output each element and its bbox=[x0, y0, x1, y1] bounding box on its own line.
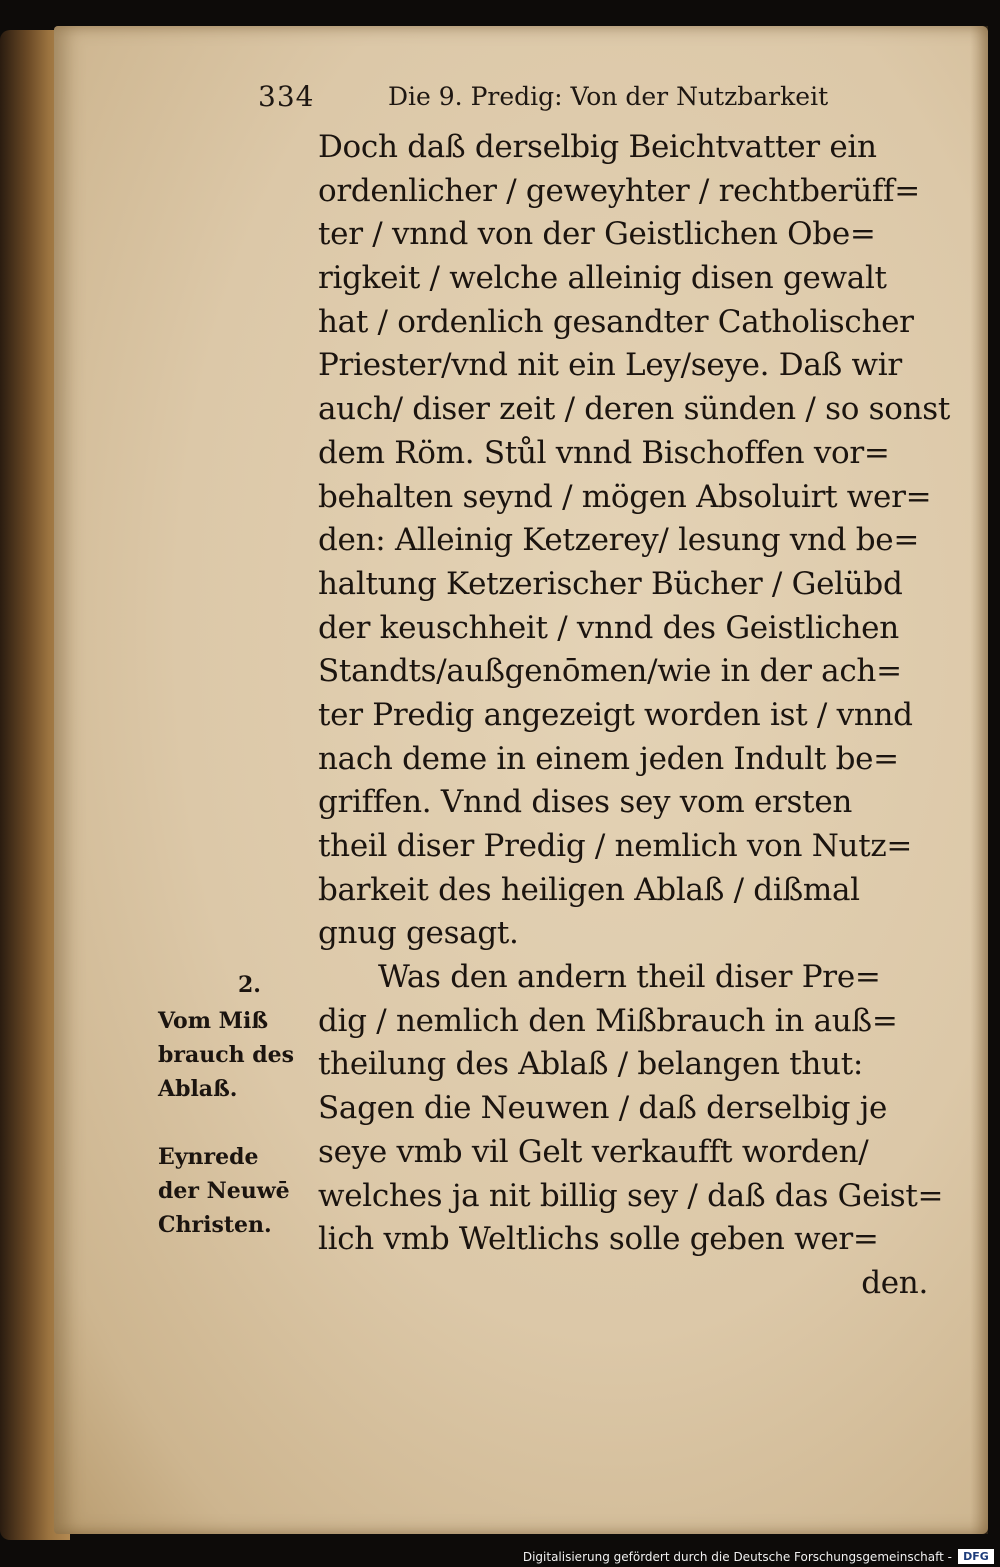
margin-note-line: der Neuwē bbox=[158, 1178, 290, 1204]
text-line: den: Alleinig Ketzerey/ lesung vnd be= bbox=[318, 522, 920, 559]
dfg-logo: DFG bbox=[958, 1549, 994, 1564]
text-line: theil diser Predig / nemlich von Nutz= bbox=[318, 828, 913, 864]
text-line: dig / nemlich den Mißbrauch in auß= bbox=[318, 1002, 898, 1039]
dfg-credit-text: Digitalisierung gefördert durch die Deutsche Forschungsgemeinschaft - bbox=[522, 1550, 952, 1564]
text-line: dem Röm. Stůl vnnd Bischoffen vor= bbox=[318, 434, 890, 471]
running-head: Die 9. Predig: Von der Nutzbarkeit bbox=[388, 82, 829, 111]
margin-note-objection bbox=[158, 1140, 318, 1242]
text-line: ter / vnnd von der Geistlichen Obe= bbox=[318, 216, 876, 253]
text-line: der keuschheit / vnnd des Geistlichen bbox=[318, 609, 899, 646]
text-line: Was den andern theil diser Pre= bbox=[378, 959, 881, 996]
margin-note-line: Eynrede bbox=[158, 1144, 259, 1170]
margin-note-line: Ablaß. bbox=[158, 1076, 238, 1102]
text-line: theilung des Ablaß / belangen thut: bbox=[318, 1046, 864, 1083]
text-line: ter Predig angezeigt worden ist / vnnd bbox=[318, 696, 913, 733]
text-line: ordenlicher / geweyhter / rechtberüff= bbox=[318, 172, 920, 209]
text-line: gnug gesagt. bbox=[318, 915, 519, 952]
text-line-catchword: den. bbox=[861, 1264, 928, 1301]
margin-note-line: Vom Miß bbox=[158, 1008, 269, 1034]
page-header bbox=[258, 78, 878, 118]
text-line: welches ja nit billig sey / daß das Geist= bbox=[318, 1177, 944, 1214]
text-line: Sagen die Neuwen / daß derselbig je bbox=[318, 1090, 888, 1127]
margin-note-line: Christen. bbox=[158, 1212, 272, 1238]
text-line: hat / ordenlich gesandter Catholischer bbox=[318, 303, 914, 340]
margin-note-misuse bbox=[158, 1004, 318, 1106]
text-line: nach deme in einem jeden Indult be= bbox=[318, 740, 899, 777]
text-line: Standts/außgenōmen/wie in der ach= bbox=[318, 653, 902, 690]
text-line: lich vmb Weltlichs solle geben wer= bbox=[318, 1221, 879, 1258]
page-number: 334 bbox=[258, 80, 315, 113]
text-line: Doch daß derselbig Beichtvatter ein bbox=[318, 129, 877, 165]
text-line: behalten seynd / mögen Absoluirt wer= bbox=[318, 478, 932, 515]
text-line: griffen. Vnnd dises sey vom ersten bbox=[318, 784, 853, 821]
margin-note-line: brauch des bbox=[158, 1042, 295, 1068]
main-text bbox=[318, 126, 951, 1306]
text-line: haltung Ketzerischer Bücher / Gelübd bbox=[318, 565, 903, 602]
text-line: auch/ diser zeit / deren sünden / so sonst bbox=[318, 391, 951, 428]
text-line: rigkeit / welche alleinig disen gewalt bbox=[318, 260, 887, 297]
text-line: barkeit des heiligen Ablaß / dißmal bbox=[318, 871, 860, 908]
text-line: Priester/vnd nit ein Ley/seye. Daß wir bbox=[318, 347, 902, 384]
text-line: seye vmb vil Gelt verkaufft worden/ bbox=[318, 1133, 869, 1170]
margin-section-number: 2. bbox=[238, 972, 261, 998]
